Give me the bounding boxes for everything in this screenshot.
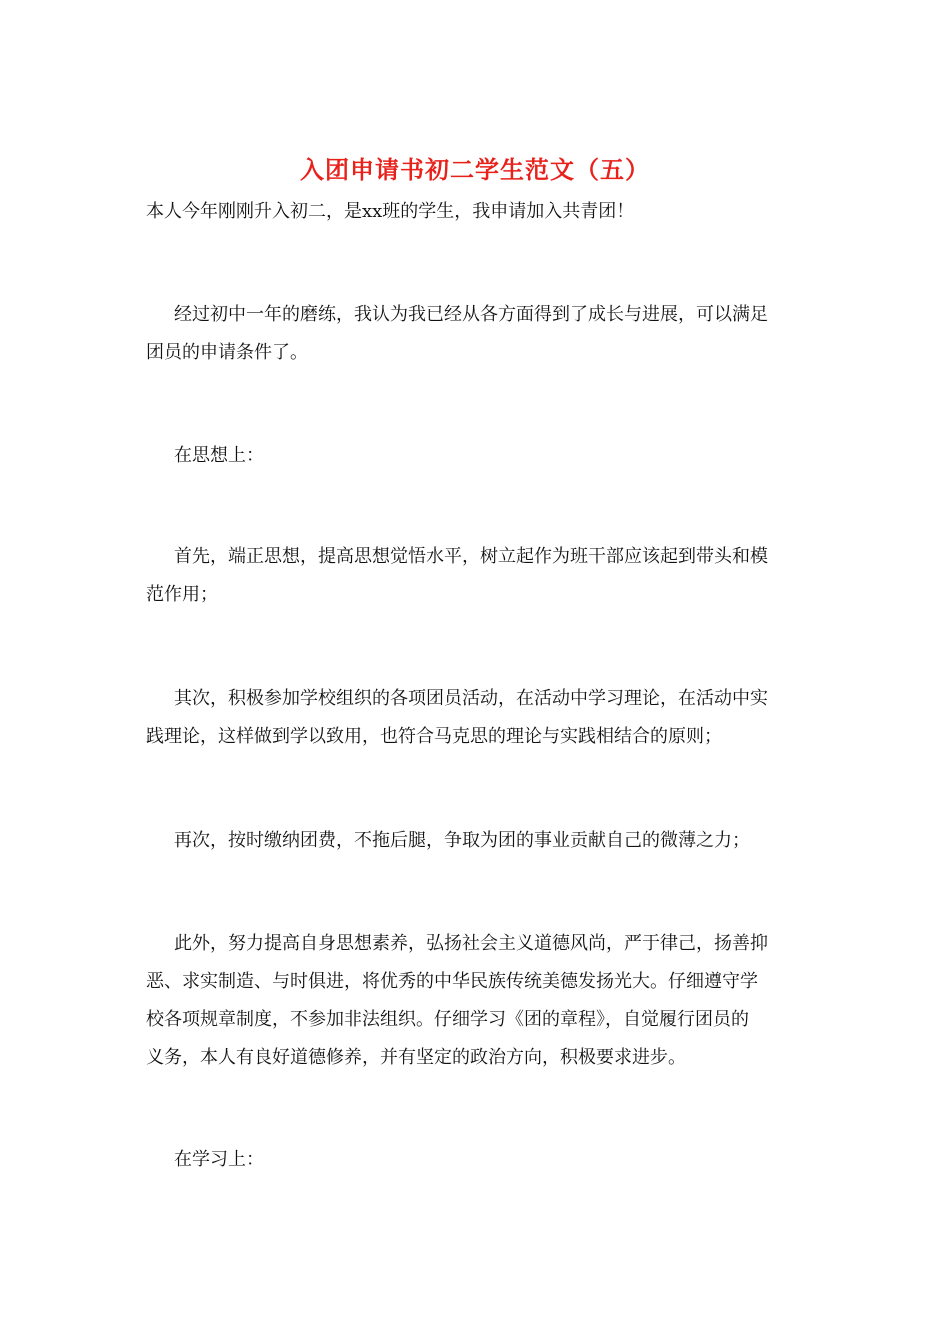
paragraph-additionally	[146, 925, 810, 1077]
paragraph-line: 义务，本人有良好道德修养，并有坚定的政治方向，积极要求进步。	[146, 1047, 686, 1068]
heading-thought	[146, 437, 810, 475]
paragraph-line: 团员的申请条件了。	[146, 342, 308, 363]
paragraph-third	[146, 822, 810, 860]
paragraph-second	[146, 680, 810, 756]
paragraph-line: 此外，努力提高自身思想素养，弘扬社会主义道德风尚，严于律己，扬善抑	[174, 933, 768, 954]
paragraph-line: 首先，端正思想，提高思想觉悟水平，树立起作为班干部应该起到带头和模	[174, 546, 768, 567]
paragraph-line: 本人今年刚刚升入初二，是xx班的学生，我申请加入共青团！	[146, 201, 635, 222]
paragraph-line: 在学习上：	[174, 1149, 264, 1170]
paragraph-first	[146, 538, 810, 614]
paragraph-intro	[146, 193, 810, 231]
paragraph-line: 其次，积极参加学校组织的各项团员活动，在活动中学习理论，在活动中实	[174, 688, 768, 709]
document-title: 入团申请书初二学生范文（五）	[300, 155, 650, 184]
paragraph-growth	[146, 296, 810, 372]
heading-study	[146, 1141, 810, 1179]
paragraph-line: 经过初中一年的磨练，我认为我已经从各方面得到了成长与进展，可以满足	[174, 304, 768, 325]
paragraph-line: 在思想上：	[174, 445, 264, 466]
paragraph-line: 践理论，这样做到学以致用，也符合马克思的理论与实践相结合的原则；	[146, 726, 722, 747]
paragraph-line: 恶、求实制造、与时俱进，将优秀的中华民族传统美德发扬光大。仔细遵守学	[146, 971, 758, 992]
paragraph-line: 校各项规章制度，不参加非法组织。仔细学习《团的章程》，自觉履行团员的	[146, 1009, 749, 1030]
paragraph-line: 范作用；	[146, 584, 218, 605]
paragraph-line: 再次，按时缴纳团费，不拖后腿，争取为团的事业贡献自己的微薄之力；	[174, 830, 750, 851]
